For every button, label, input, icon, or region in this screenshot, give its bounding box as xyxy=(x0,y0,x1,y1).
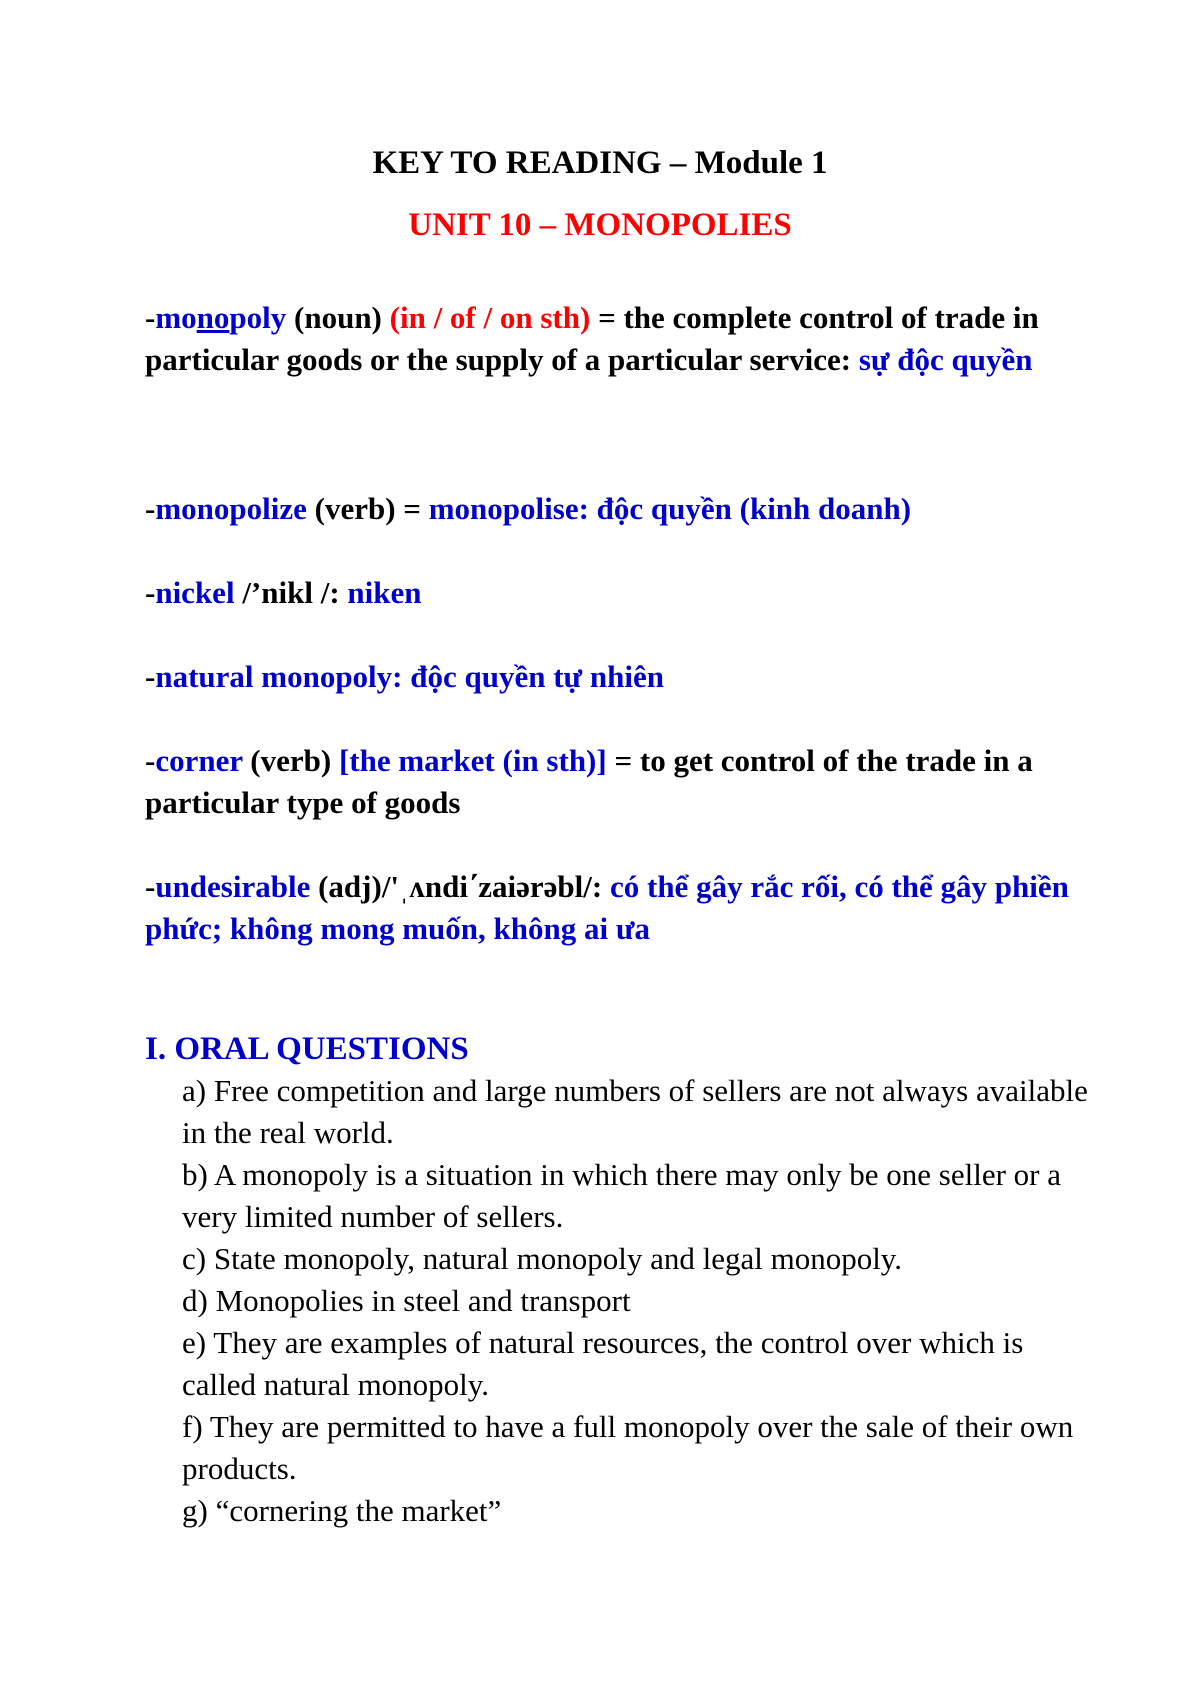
collocation: [the market (in sth)] xyxy=(338,743,607,778)
collocation: (in / of / on sth) xyxy=(389,300,591,335)
entry-dash: - xyxy=(145,300,156,335)
document-title: KEY TO READING – Module 1 xyxy=(372,145,828,181)
phonetic: /’nikl /: xyxy=(234,575,348,610)
vocab-entry-natural-monopoly xyxy=(145,656,1095,698)
definition: = the complete control of trade in particular goods or the supply of a particular service: xyxy=(145,300,1039,377)
entry-dash: - xyxy=(145,575,156,610)
part-of-speech: (adj)/'ˌʌndi΄zaiərəbl/: xyxy=(310,869,610,904)
vocab-term: natural monopoly: độc quyền tự nhiên xyxy=(155,659,664,694)
entry-dash: - xyxy=(145,869,156,904)
part-of-speech: (verb) = xyxy=(306,491,429,526)
translation: có thể gây rắc rối, có thể gây phiền phức; không mong muốn, không ai ưa xyxy=(145,869,1069,946)
section-heading-oral-questions: I. ORAL QUESTIONS xyxy=(145,1031,469,1067)
vocab-term: monopolize xyxy=(155,491,307,526)
answer-item: d) Monopolies in steel and transport xyxy=(182,1283,631,1318)
vocab-entry-nickel xyxy=(145,572,1095,614)
entry-dash: - xyxy=(145,659,156,694)
part-of-speech: (noun) xyxy=(286,300,390,335)
vocab-term: corner xyxy=(155,743,243,778)
translation: niken xyxy=(347,575,422,610)
entry-dash: - xyxy=(145,743,156,778)
synonym-translation: monopolise: độc quyền (kinh doanh) xyxy=(428,491,912,526)
answer-list xyxy=(182,1070,1102,1532)
vocab-term: undesirable xyxy=(155,869,311,904)
answer-item: f) They are permitted to have a full monopoly over the sale of their own products. xyxy=(182,1409,1074,1486)
answer-item: e) They are examples of natural resources, the control over which is called natural monopoly. xyxy=(182,1325,1024,1402)
answer-item: c) State monopoly, natural monopoly and legal monopoly. xyxy=(182,1241,903,1276)
translation: sự độc quyền xyxy=(858,342,1033,377)
stress-syllable: no xyxy=(196,300,230,335)
vocab-entry-undesirable xyxy=(145,866,1095,950)
vocab-entry-monopoly xyxy=(145,297,1095,381)
entry-dash: - xyxy=(145,491,156,526)
vocab-entry-monopolize xyxy=(145,488,1095,530)
definition: = to get control of the trade in a particular type of goods xyxy=(145,743,1033,820)
answer-item: g) “cornering the market” xyxy=(182,1493,502,1528)
part-of-speech: (verb) xyxy=(242,743,339,778)
vocab-term: monopoly xyxy=(155,300,287,335)
vocab-term: nickel xyxy=(155,575,235,610)
answer-item: a) Free competition and large numbers of sellers are not always available in the real world. xyxy=(182,1073,1088,1150)
answer-item: b) A monopoly is a situation in which there may only be one seller or a very limited number of sellers. xyxy=(182,1157,1062,1234)
vocab-entry-corner xyxy=(145,740,1095,824)
unit-title: UNIT 10 – MONOPOLIES xyxy=(408,207,792,243)
